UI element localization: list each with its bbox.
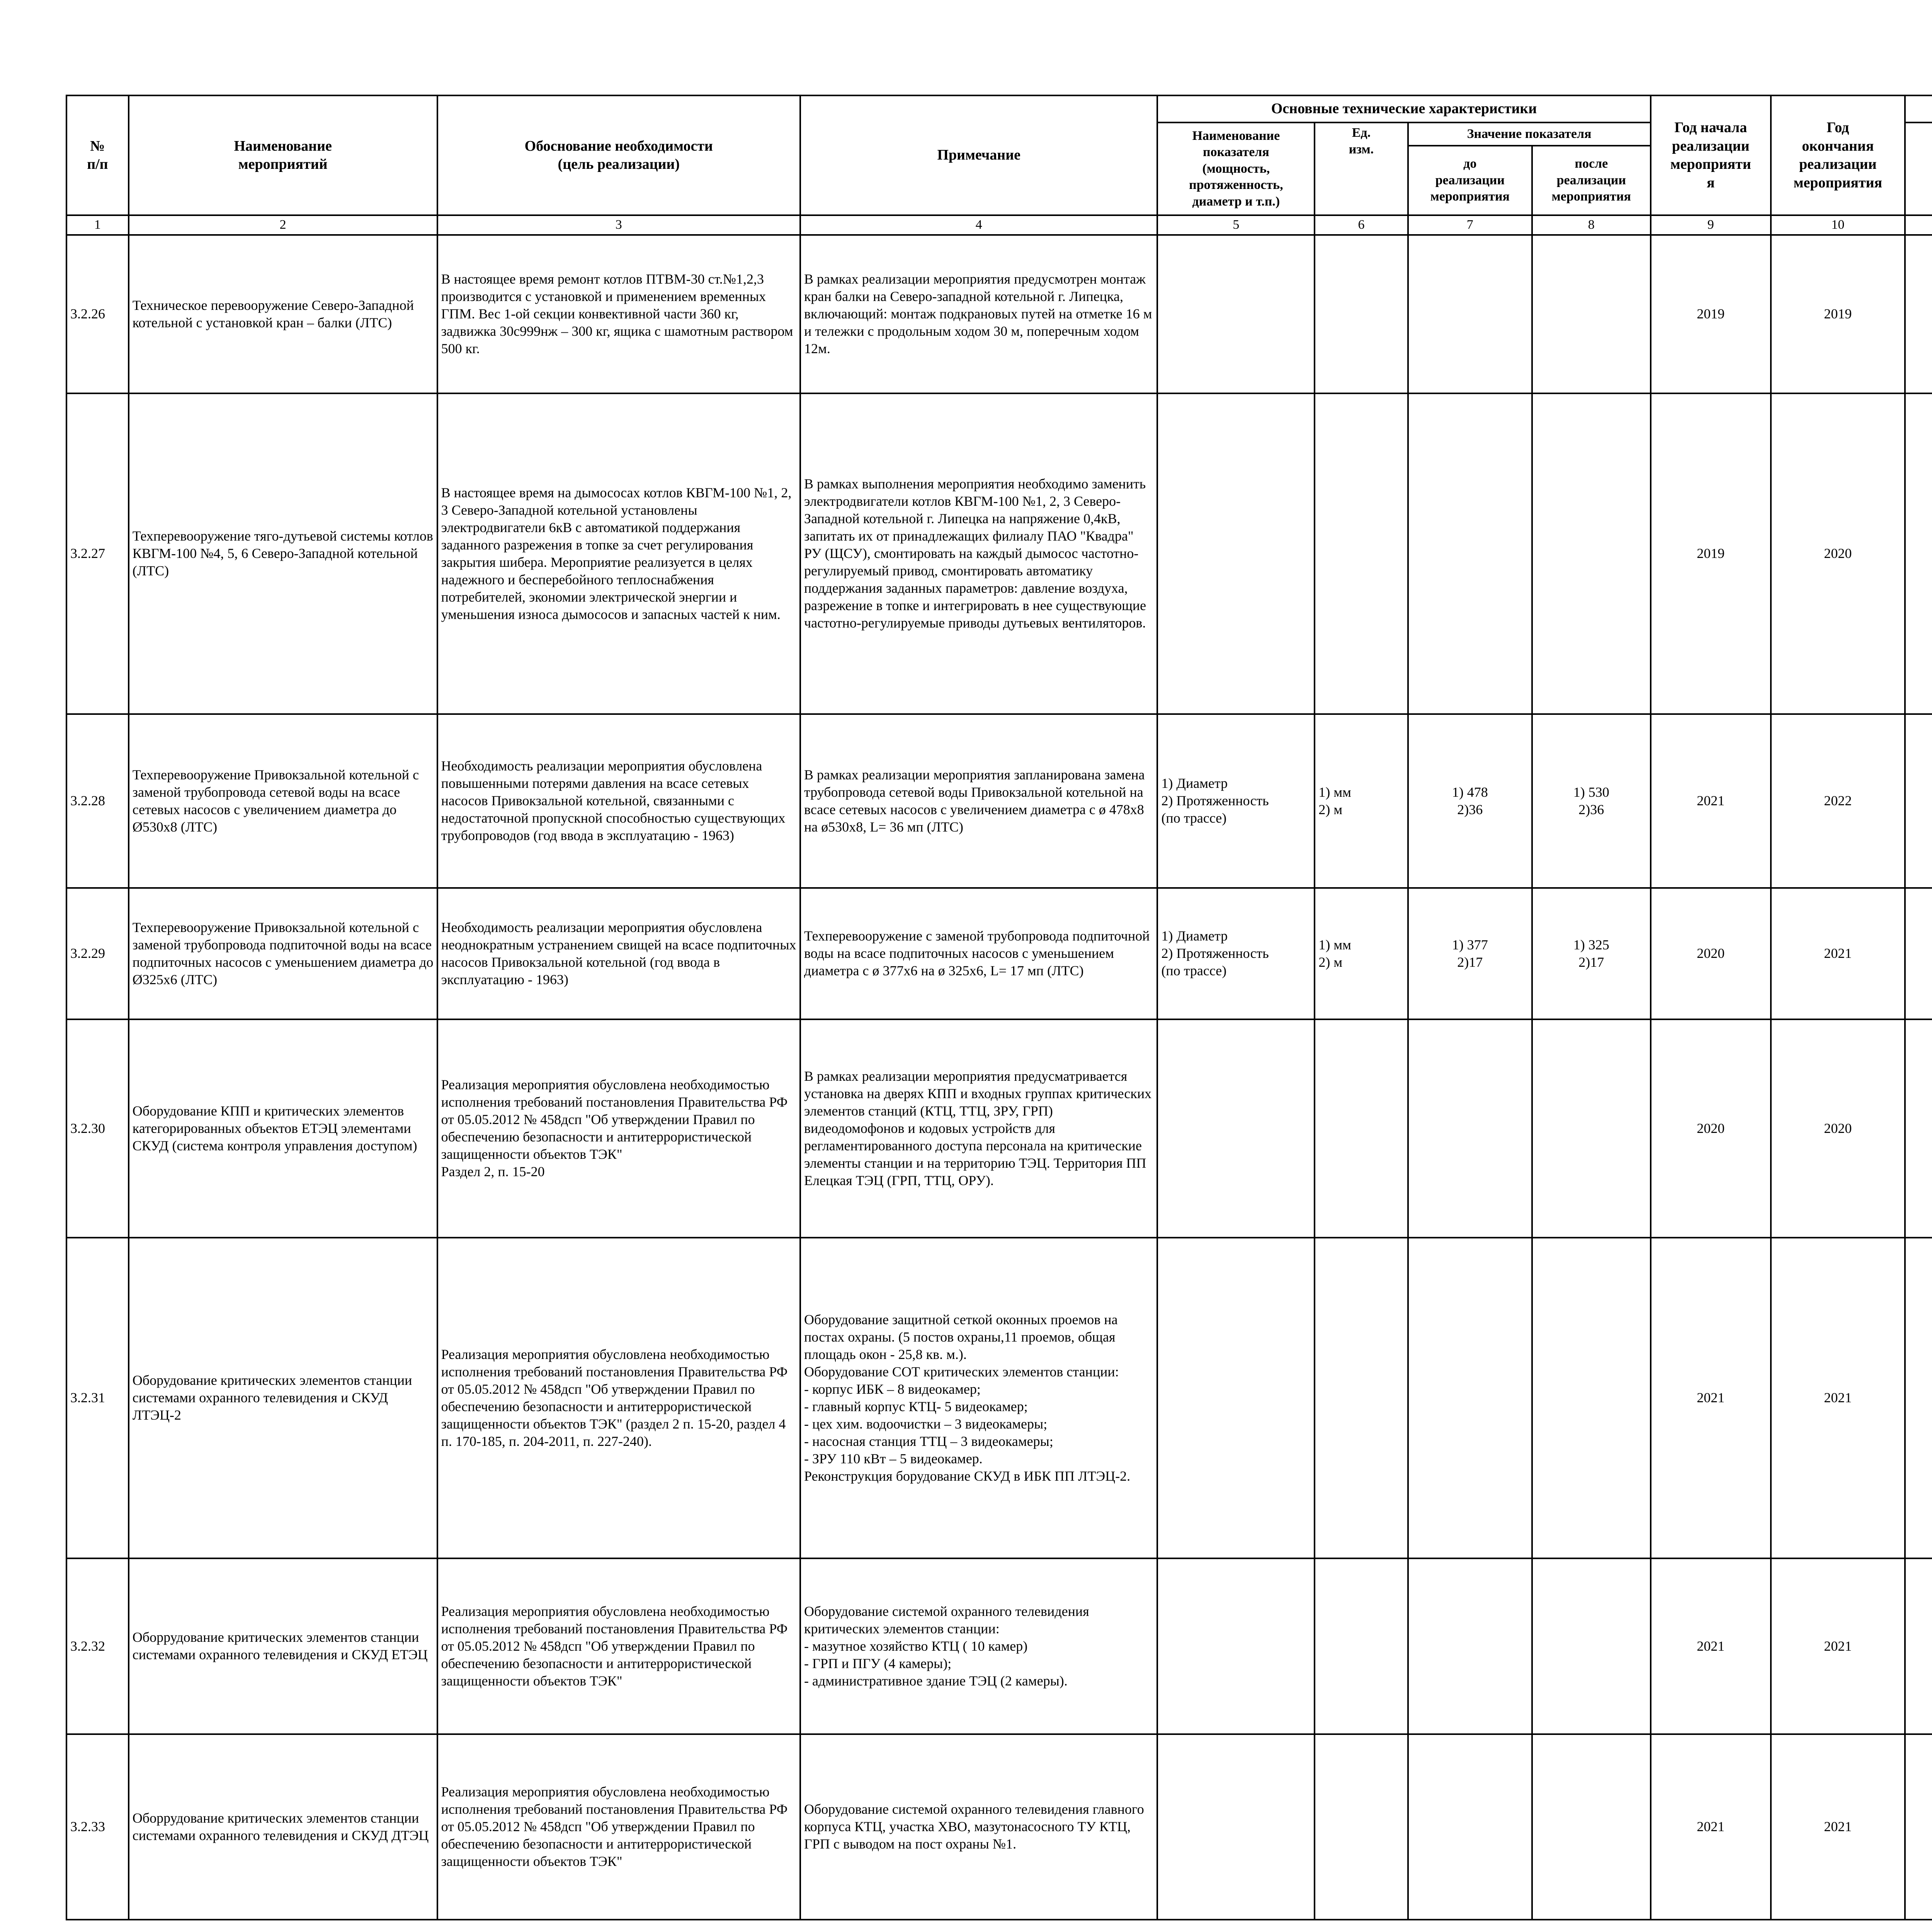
row-before — [1408, 235, 1532, 393]
row-year-end: 2021 — [1771, 1238, 1905, 1558]
row-code: 3.2.28 — [66, 714, 129, 888]
column-number-row — [66, 215, 1932, 235]
row-total — [1905, 1734, 1932, 1920]
measures-table-container — [66, 95, 1932, 1920]
row-year-end: 2021 — [1771, 888, 1905, 1019]
header-after: после реализации мероприятия — [1532, 146, 1651, 215]
column-number: 7 — [1408, 215, 1532, 235]
column-number: 4 — [800, 215, 1157, 235]
row-note: В рамках реализации мероприятия предусматривается установка на дверях КПП и входных группах критических элементов станций (КТЦ, ТТЦ, ЗРУ, ГРП) видеодомофонов и кодовых устройств для регламентированного доступа персонала на критические элементы станции и на территорию ТЭЦ. Территория ПП Елецкая ТЭЦ (ГРП, ТТЦ, ОРУ). — [800, 1019, 1157, 1238]
row-justification: Реализация мероприятия обусловлена необходимостью исполнения требований постановления Правительства РФ от 05.05.2012 № 458дсп "Об утверждении Правил по обеспечению безопасности и антитеррористической защищенности объектов ТЭК" — [437, 1734, 800, 1920]
row-year-start: 2020 — [1651, 888, 1771, 1019]
row-year-end: 2022 — [1771, 714, 1905, 888]
row-code: 3.2.30 — [66, 1019, 129, 1238]
row-note: В рамках реализации мероприятия запланирована замена трубопровода сетевой воды Привокзальной котельной на всасе сетевых насосов с увеличением диаметра с ø 478х8 на ø530х8, L= 36 мп (ЛТС) — [800, 714, 1157, 888]
row-code: 3.2.31 — [66, 1238, 129, 1558]
header-before: до реализации мероприятия — [1408, 146, 1532, 215]
column-number: 8 — [1532, 215, 1651, 235]
row-code: 3.2.33 — [66, 1734, 129, 1920]
row-unit — [1315, 235, 1408, 393]
header-name: Наименование мероприятий — [129, 95, 437, 215]
header-justification: Обоснование необходимости (цель реализации) — [437, 95, 800, 215]
row-total — [1905, 1019, 1932, 1238]
table-body — [66, 215, 1932, 1920]
row-note: В рамках выполнения мероприятия необходимо заменить электродвигатели котлов КВГМ-100 №1, 2, 3 Северо-Западной котельной г. Липецка на напряжение 0,4кВ, запитать их от принадлежащих филиалу ПАО "Квадра" РУ (ЩСУ), смонтировать на каждый дымосос частотно-регулируемый привод, смонтировать автоматику поддержания заданных параметров: давление воздуха, разрежение в топке и интегрировать в нее существующие частотно-регулируемые приводы дутьевых вентиляторов. — [800, 393, 1157, 714]
column-number: 9 — [1651, 215, 1771, 235]
table-row — [66, 1734, 1932, 1920]
header-year-start: Год начала реализации мероприяти я — [1651, 95, 1771, 215]
row-total — [1905, 235, 1932, 393]
column-number: 10 — [1771, 215, 1905, 235]
row-unit — [1315, 1734, 1408, 1920]
row-after — [1532, 235, 1651, 393]
row-indicator — [1157, 1734, 1315, 1920]
row-unit — [1315, 393, 1408, 714]
row-before — [1408, 1238, 1532, 1558]
row-note: Оборудование системой охранного телевидения критических элементов станции: - мазутное хозяйство КТЦ ( 10 камер) - ГРП и ПГУ (4 камеры); - административное здание ТЭЦ (2 камеры). — [800, 1558, 1157, 1734]
row-name: Техническое перевооружение Северо-Западной котельной с установкой кран – балки (ЛТС) — [129, 235, 437, 393]
row-total — [1905, 1558, 1932, 1734]
column-number: 6 — [1315, 215, 1408, 235]
row-name: Техперевооружение Привокзальной котельной с заменой трубопровода сетевой воды на всасе сетевых насосов с увеличением диаметра до Ø530х8 (ЛТС) — [129, 714, 437, 888]
row-year-start: 2021 — [1651, 1734, 1771, 1920]
row-name: Оборудование КПП и критических элементов категорированных объектов ЕТЭЦ элементами СКУД (система контроля управления доступом) — [129, 1019, 437, 1238]
row-year-end: 2021 — [1771, 1734, 1905, 1920]
table-row — [66, 714, 1932, 888]
row-after — [1532, 393, 1651, 714]
row-name: Оборрудование критических элементов станции системами охранного телевидения и СКУД ЕТЭЦ — [129, 1558, 437, 1734]
row-before: 1) 377 2)17 — [1408, 888, 1532, 1019]
row-indicator: 1) Диаметр 2) Протяженность (по трассе) — [1157, 714, 1315, 888]
header-cost-group — [1905, 95, 1932, 122]
header-indicator-name: Наименование показателя (мощность, протяженность, диаметр и т.п.) — [1157, 122, 1315, 215]
row-indicator — [1157, 393, 1315, 714]
row-note: В рамках реализации мероприятия предусмотрен монтаж кран балки на Северо-западной котельной г. Липецка, включающий: монтаж подкрановых путей на отметке 16 м и тележки с продольным ходом 30 м, поперечным ходом 12м. — [800, 235, 1157, 393]
row-note: Оборудование системой охранного телевидения главного корпуса КТЦ, участка ХВО, мазутонасосного ТУ КТЦ, ГРП с выводом на пост охраны №1. — [800, 1734, 1157, 1920]
row-total — [1905, 1238, 1932, 1558]
row-year-end: 2021 — [1771, 1558, 1905, 1734]
measures-table — [66, 95, 1932, 1920]
table-row — [66, 888, 1932, 1019]
row-before — [1408, 393, 1532, 714]
row-unit — [1315, 1238, 1408, 1558]
row-name: Оборрудование критических элементов станции системами охранного телевидения и СКУД ДТЭЦ — [129, 1734, 437, 1920]
row-year-end: 2020 — [1771, 1019, 1905, 1238]
row-year-start: 2020 — [1651, 1019, 1771, 1238]
row-year-start: 2019 — [1651, 393, 1771, 714]
row-justification: Необходимость реализации мероприятия обусловлена повышенными потерями давления на всасе сетевых насосов Привокзальной котельной, связанными с недостаточной пропускной способностью существующих трубопроводов (год ввода в эксплуатацию - 1963) — [437, 714, 800, 888]
row-after: 1) 325 2)17 — [1532, 888, 1651, 1019]
row-after — [1532, 1734, 1651, 1920]
row-total — [1905, 393, 1932, 714]
row-unit — [1315, 1019, 1408, 1238]
row-indicator — [1157, 1558, 1315, 1734]
row-before — [1408, 1734, 1532, 1920]
row-total — [1905, 714, 1932, 888]
row-justification: В настоящее время на дымососах котлов КВГМ-100 №1, 2, 3 Северо-Западной котельной установлены электродвигатели 6кВ с автоматикой поддержания заданного разрежения в топке за счет регулирования закрытия шибера. Мероприятие реализуется в целях надежного и бесперебойного теплоснабжения потребителей, экономии электрической энергии и уменьшения износа дымососов и запасных частей к ним. — [437, 393, 800, 714]
row-name: Техперевооружение Привокзальной котельной с заменой трубопровода подпиточной воды на всасе подпиточных насосов с уменьшением диаметра до Ø325х6 (ЛТС) — [129, 888, 437, 1019]
row-unit — [1315, 1558, 1408, 1734]
table-header — [66, 95, 1932, 215]
row-justification: Реализация мероприятия обусловлена необходимостью исполнения требований постановления Правительства РФ от 05.05.2012 № 458дсп "Об утверждении Правил по обеспечению безопасности и антитеррористической защищенности объектов ТЭК" Раздел 2, п. 15-20 — [437, 1019, 800, 1238]
row-justification: В настоящее время ремонт котлов ПТВМ-30 ст.№1,2,3 производится с установкой и применением временных ГПМ. Вес 1-ой секции конвективной части 360 кг, задвижка 30с999нж – 300 кг, ящика с шамотным раствором 500 кг. — [437, 235, 800, 393]
row-year-start: 2021 — [1651, 1238, 1771, 1558]
table-row — [66, 393, 1932, 714]
column-number: 3 — [437, 215, 800, 235]
header-num: № п/п — [66, 95, 129, 215]
column-number: 2 — [129, 215, 437, 235]
header-unit: Ед. изм. — [1315, 122, 1408, 215]
row-name: Техперевооружение тяго-дутьевой системы котлов КВГМ-100 №4, 5, 6 Северо-Западной котельной (ЛТС) — [129, 393, 437, 714]
row-year-start: 2021 — [1651, 714, 1771, 888]
header-year-end: Год окончания реализации мероприятия — [1771, 95, 1905, 215]
header-note: Примечание — [800, 95, 1157, 215]
row-before — [1408, 1019, 1532, 1238]
row-name: Оборудование критических элементов станции системами охранного телевидения и СКУД ЛТЭЦ-2 — [129, 1238, 437, 1558]
row-note: Техперевооружение с заменой трубопровода подпиточной воды на всасе подпиточных насосов с уменьшением диаметра с ø 377х6 на ø 325х6, L= 17 мп (ЛТС) — [800, 888, 1157, 1019]
table-row — [66, 235, 1932, 393]
row-before: 1) 478 2)36 — [1408, 714, 1532, 888]
table-row — [66, 1019, 1932, 1238]
row-after — [1532, 1558, 1651, 1734]
column-number: 5 — [1157, 215, 1315, 235]
column-number — [1905, 215, 1932, 235]
header-tech-group: Основные технические характеристики — [1157, 95, 1650, 122]
column-number: 1 — [66, 215, 129, 235]
row-justification: Необходимость реализации мероприятия обусловлена неоднократным устранением свищей на всасе подпиточных насосов Привокзальной котельной (год ввода в эксплуатацию - 1963) — [437, 888, 800, 1019]
row-indicator — [1157, 1238, 1315, 1558]
row-year-end: 2019 — [1771, 235, 1905, 393]
row-unit: 1) мм 2) м — [1315, 888, 1408, 1019]
row-unit: 1) мм 2) м — [1315, 714, 1408, 888]
row-indicator: 1) Диаметр 2) Протяженность (по трассе) — [1157, 888, 1315, 1019]
row-before — [1408, 1558, 1532, 1734]
row-note: Оборудование защитной сеткой оконных проемов на постах охраны. (5 постов охраны,11 проемов, общая площадь окон - 25,8 кв. м.). Оборудование СОТ критических элементов станции: - корпус ИБК – 8 видеокамер; - главный корпус КТЦ- 5 видеокамер; - цех хим. водоочистки – 3 видеокамеры; - насосная станция ТТЦ – 3 видеокамеры; - ЗРУ 110 кВт – 5 видеокамер. Реконструкция борудование СКУД в ИБК ПП ЛТЭЦ-2. — [800, 1238, 1157, 1558]
row-after — [1532, 1238, 1651, 1558]
row-justification: Реализация мероприятия обусловлена необходимостью исполнения требований постановления Правительства РФ от 05.05.2012 № 458дсп "Об утверждении Правил по обеспечению безопасности и антитеррористической защищенности объектов ТЭК" — [437, 1558, 800, 1734]
row-year-start: 2019 — [1651, 235, 1771, 393]
header-total — [1905, 122, 1932, 215]
row-year-start: 2021 — [1651, 1558, 1771, 1734]
row-code: 3.2.32 — [66, 1558, 129, 1734]
row-after — [1532, 1019, 1651, 1238]
row-code: 3.2.26 — [66, 235, 129, 393]
row-code: 3.2.29 — [66, 888, 129, 1019]
row-indicator — [1157, 235, 1315, 393]
row-indicator — [1157, 1019, 1315, 1238]
row-code: 3.2.27 — [66, 393, 129, 714]
table-row — [66, 1238, 1932, 1558]
table-row — [66, 1558, 1932, 1734]
row-after: 1) 530 2)36 — [1532, 714, 1651, 888]
row-total — [1905, 888, 1932, 1019]
row-justification: Реализация мероприятия обусловлена необходимостью исполнения требований постановления Правительства РФ от 05.05.2012 № 458дсп "Об утверждении Правил по обеспечению безопасности и антитеррористической защищенности объектов ТЭК" (раздел 2 п. 15-20, раздел 4 п. 170-185, п. 204-2011, п. 227-240). — [437, 1238, 800, 1558]
row-year-end: 2020 — [1771, 393, 1905, 714]
header-value-group: Значение показателя — [1408, 122, 1651, 146]
